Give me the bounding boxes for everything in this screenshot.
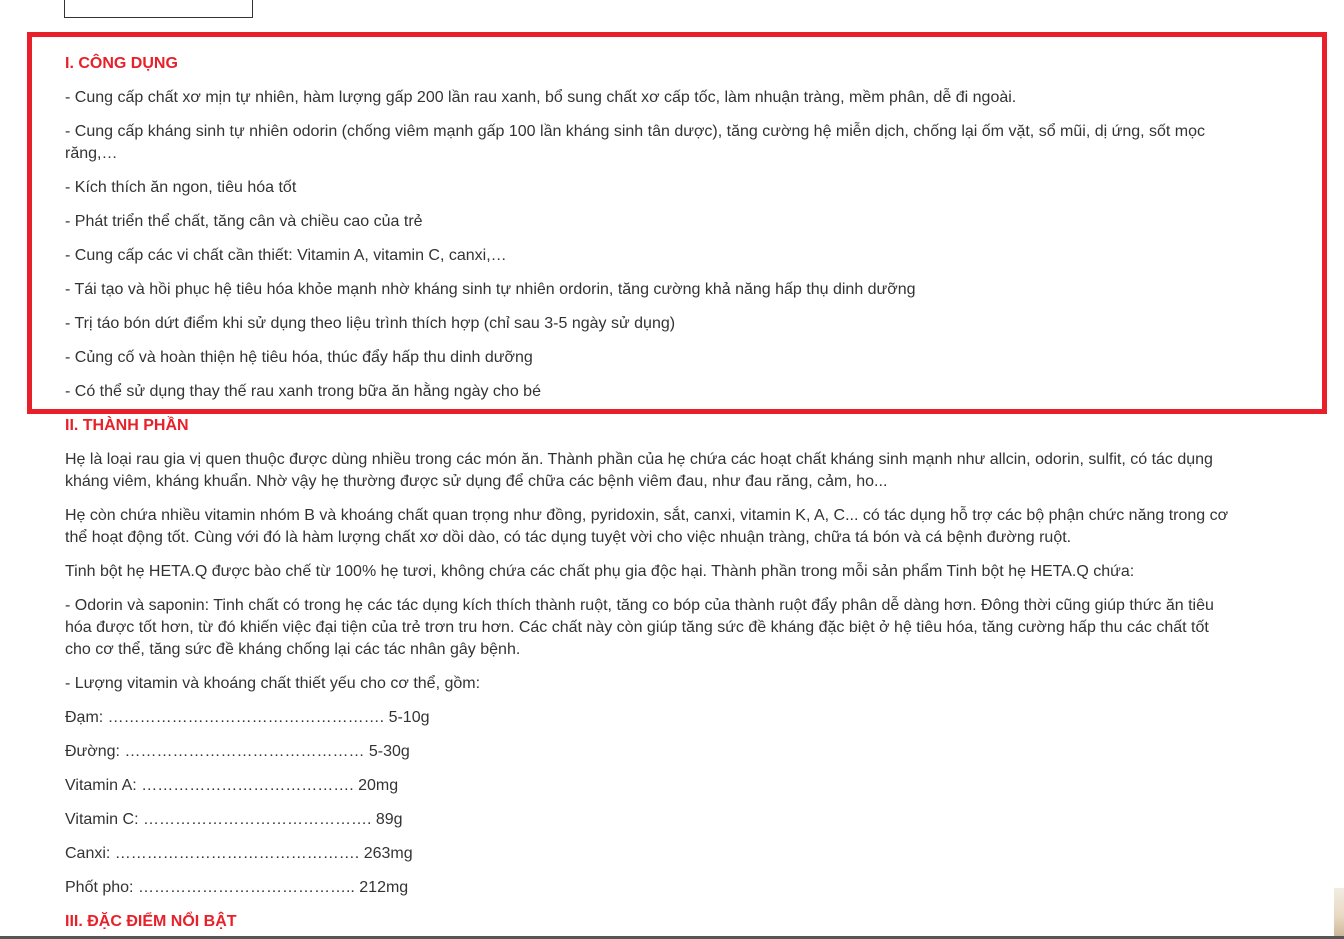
list-item: - Cung cấp các vi chất cần thiết: Vitamin A, vitamin C, canxi,… xyxy=(65,247,507,264)
nutrient-row-phot-pho: Phốt pho: ………………………………….. 212mg xyxy=(65,879,409,896)
list-item: - Tái tạo và hồi phục hệ tiêu hóa khỏe mạnh nhờ kháng sinh tự nhiên ordorin, tăng cường khả năng hấp thụ dinh dưỡng xyxy=(65,281,916,298)
list-item: - Phát triển thể chất, tăng cân và chiều cao của trẻ xyxy=(65,213,423,230)
list-item: - Kích thích ăn ngon, tiêu hóa tốt xyxy=(65,179,297,196)
list-item: - Trị táo bón dứt điểm khi sử dụng theo liệu trình thích hợp (chỉ sau 3-5 ngày sử dụng) xyxy=(65,315,676,332)
paragraph: Hẹ còn chứa nhiều vitamin nhóm B và khoáng chất quan trọng như đồng, pyridoxin, sắt, canxi, vitamin K, A, C... có tác dụng hỗ trợ các bộ phận chức năng trong cơ thể hoạt động tốt. Cùng với đó là hàm lượng chất xơ dồi dào, có tác dụng tuyệt vời cho việc nhuận tràng, chữa tá bón và cá bệnh đường ruột. xyxy=(65,507,1229,546)
list-item: - Cung cấp chất xơ mịn tự nhiên, hàm lượng gấp 200 lần rau xanh, bổ sung chất xơ cấp tốc, làm nhuận tràng, mềm phân, dễ đi ngoài. xyxy=(65,89,1017,106)
paragraph: Tinh bột hẹ HETA.Q được bào chế từ 100% hẹ tươi, không chứa các chất phụ gia độc hại. Thành phần trong mỗi sản phẩm Tinh bột hẹ HETA.Q chứa: xyxy=(65,563,1135,580)
nutrient-row-vitamin-a: Vitamin A: …………………………………. 20mg xyxy=(65,777,399,794)
list-item: - Có thể sử dụng thay thế rau xanh trong bữa ăn hằng ngày cho bé xyxy=(65,383,541,400)
section-heading-thanh-phan: II. THÀNH PHẦN xyxy=(65,417,189,434)
section-heading-dac-diem: III. ĐẶC ĐIỂM NỔI BẬT xyxy=(65,913,237,930)
nutrient-row-vitamin-c: Vitamin C: ……………………………………. 89g xyxy=(65,811,403,828)
nutrient-row-dam: Đạm: ……………………………………………. 5-10g xyxy=(65,709,430,726)
nutrient-row-duong: Đường: ……………………………………… 5-30g xyxy=(65,743,410,760)
top-box xyxy=(64,0,253,18)
edge-image xyxy=(1334,888,1344,936)
section-heading-cong-dung: I. CÔNG DỤNG xyxy=(65,55,178,72)
nutrient-row-canxi: Canxi: ………………………………………. 263mg xyxy=(65,845,413,862)
list-item: - Cung cấp kháng sinh tự nhiên odorin (chống viêm mạnh gấp 100 lần kháng sinh tân dược), tăng cường hệ miễn dịch, chống lại ốm vặt, sổ mũi, dị ứng, sốt mọc răng,… xyxy=(65,123,1206,162)
list-item: - Củng cố và hoàn thiện hệ tiêu hóa, thúc đẩy hấp thu dinh dưỡng xyxy=(65,349,533,366)
paragraph: - Odorin và saponin: Tinh chất có trong hẹ các tác dụng kích thích thành ruột, tăng co bóp của thành ruột đẩy phân dễ dàng hơn. Đông thời cũng giúp thức ăn tiêu hóa được tốt hơn, từ đó khiến việc đại tiện của trẻ trơn tru hơn. Các chất này còn giúp tăng sức đề kháng đặc biệt ở hệ tiêu hóa, tăng cường hấp thu các chất tốt cho cơ thể, tăng sức đề kháng chống lại các tác nhân gây bệnh. xyxy=(65,597,1214,658)
paragraph: - Lượng vitamin và khoáng chất thiết yếu cho cơ thể, gồm: xyxy=(65,675,481,692)
paragraph: Hẹ là loại rau gia vị quen thuộc được dùng nhiều trong các món ăn. Thành phần của hẹ chứa các hoạt chất kháng sinh mạnh như allcin, odorin, sulfit, có tác dụng kháng viêm, kháng khuẩn. Nhờ vậy hẹ thường được sử dụng để chữa các bệnh viêm đau, như đau răng, cảm, ho... xyxy=(65,451,1213,490)
